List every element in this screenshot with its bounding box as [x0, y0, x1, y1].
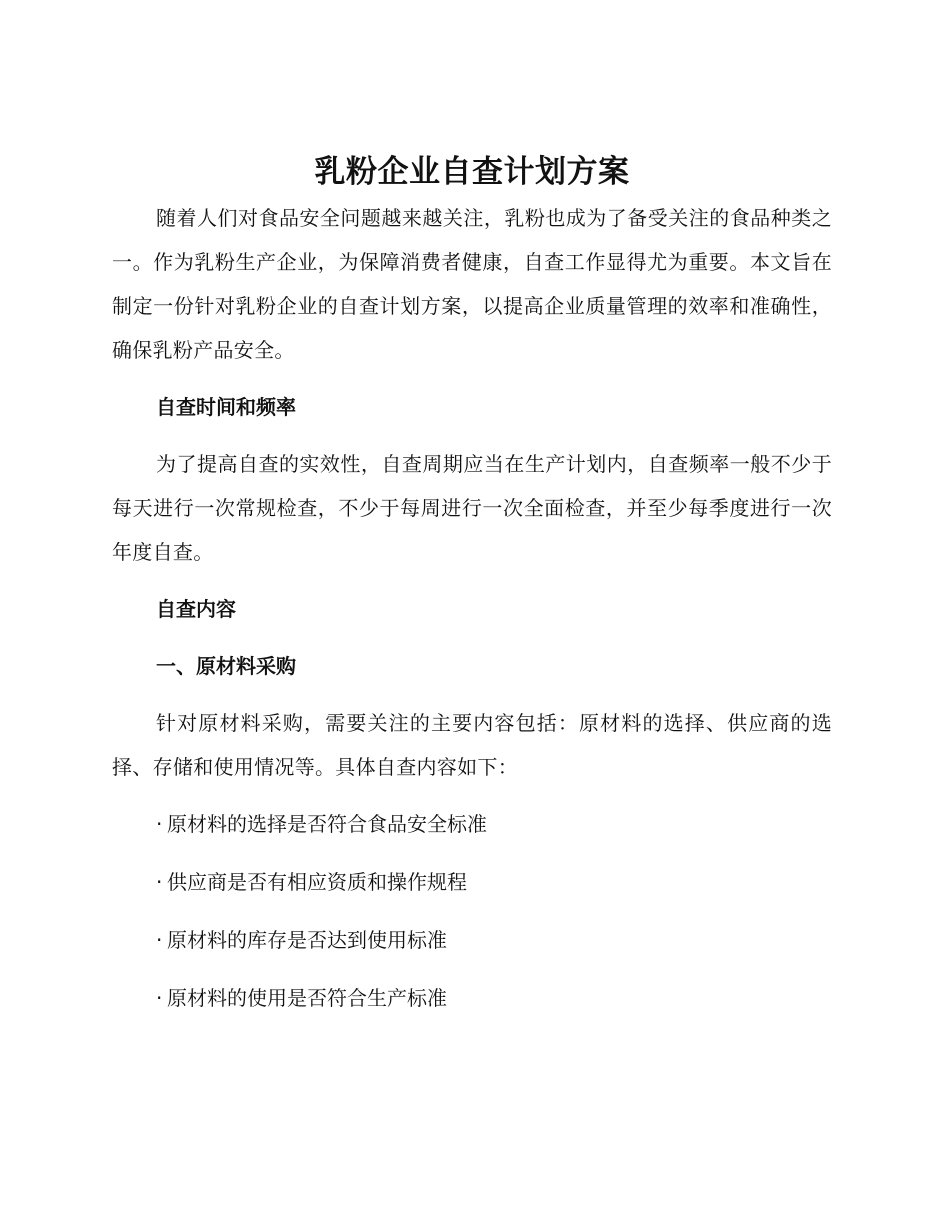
spacer: [112, 962, 832, 976]
list-item: [112, 860, 832, 904]
list-item: [112, 918, 832, 962]
section-heading-schedule: 自查时间和频率: [156, 395, 296, 419]
spacer: [112, 789, 832, 802]
spacer: [112, 631, 832, 644]
bullet-marker: ·: [156, 928, 163, 952]
spacer: [112, 688, 832, 701]
schedule-paragraph: 为了提高自查的实效性，自查周期应当在生产计划内，自查频率一般不少于每天进行一次常规检查，不少于每周进行一次全面检查，并至少每季度进行一次年度自查。: [112, 452, 832, 564]
list-item: [112, 976, 832, 1020]
bullet-marker: ·: [156, 986, 163, 1010]
bullet-marker: ·: [156, 812, 163, 836]
document-content: [112, 148, 832, 1020]
raw-materials-paragraph: 针对原材料采购，需要关注的主要内容包括：原材料的选择、供应商的选择、存储和使用情况等。具体自查内容如下：: [112, 711, 832, 779]
spacer: [112, 904, 832, 918]
list-item-text: 原材料的使用是否符合生产标准: [167, 986, 447, 1010]
spacer: [112, 372, 832, 385]
spacer: [112, 429, 832, 442]
section-heading-content: 自查内容: [156, 597, 236, 621]
bullet-marker: ·: [156, 870, 163, 894]
intro-paragraph: 随着人们对食品安全问题越来越关注，乳粉也成为了备受关注的食品种类之一。作为乳粉生产企业，为保障消费者健康，自查工作显得尤为重要。本文旨在制定一份针对乳粉企业的自查计划方案，以提高企业质量管理的效率和准确性，确保乳粉产品安全。: [112, 206, 832, 362]
list-item-text: 供应商是否有相应资质和操作规程: [167, 870, 467, 894]
raw-materials-checklist: [112, 802, 832, 1020]
spacer: [112, 574, 832, 587]
list-item-text: 原材料的选择是否符合食品安全标准: [167, 812, 487, 836]
spacer: [112, 846, 832, 860]
subsection-heading-raw-materials: 一、原材料采购: [156, 654, 296, 678]
list-item-text: 原材料的库存是否达到使用标准: [167, 928, 447, 952]
document-title: 乳粉企业自查计划方案: [314, 154, 630, 190]
list-item: [112, 802, 832, 846]
